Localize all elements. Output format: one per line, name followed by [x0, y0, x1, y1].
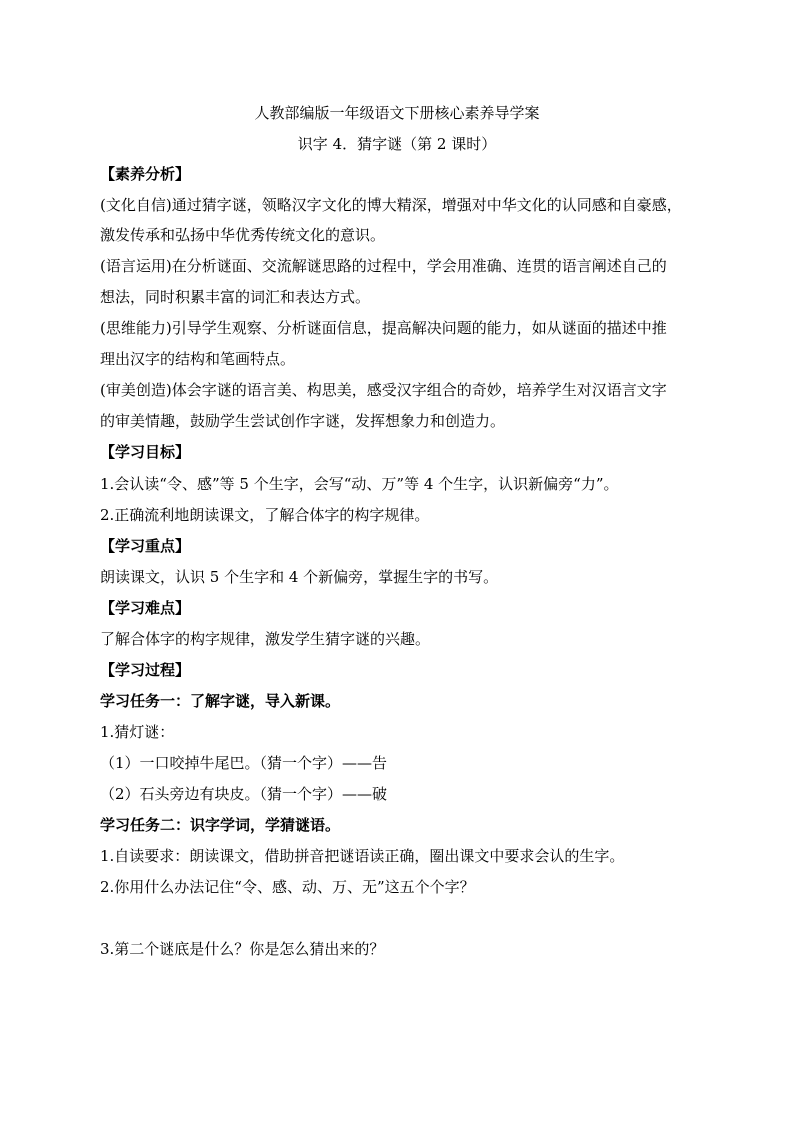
task-title: 学习任务二：识字学词，学猜谜语。	[100, 816, 341, 834]
paragraph-line: (文化自信)通过猜字谜，领略汉字文化的博大精深，增强对中华文化的认同感和自豪感，	[100, 196, 682, 214]
task-item: 1.自读要求：朗读课文，借助拼音把谜语读正确，圈出课文中要求会认的生字。	[100, 847, 625, 865]
riddle-item: （1）一口咬掉牛尾巴。（猜一个字）——告	[100, 754, 388, 772]
riddle-item: （2）石头旁边有块皮。（猜一个字）——破	[100, 785, 388, 803]
task-item: 3.第二个谜底是什么？你是怎么猜出来的？	[100, 940, 385, 958]
paragraph-line: (语言运用)在分析谜面、交流解谜思路的过程中，学会用准确、连贯的语言阐述自己的	[100, 257, 667, 275]
goal-item: 2.正确流利地朗读课文，了解合体字的构字规律。	[100, 506, 430, 524]
document-title: 人教部编版一年级语文下册核心素养导学案	[254, 104, 540, 122]
paragraph-line: (思维能力)引导学生观察、分析谜面信息，提高解决问题的能力，如从谜面的描述中推	[100, 319, 667, 337]
paragraph-line: 想法，同时积累丰富的词汇和表达方式。	[100, 288, 371, 306]
paragraph-line: 理出汉字的结构和笔画特点。	[100, 350, 296, 368]
key-points-text: 朗读课文，认识 5 个生字和 4 个新偏旁，掌握生字的书写。	[100, 568, 499, 586]
task-title: 学习任务一：了解字谜，导入新课。	[100, 692, 341, 710]
paragraph-line: 的审美情趣，鼓励学生尝试创作字谜，发挥想象力和创造力。	[100, 412, 506, 430]
paragraph-line: (审美创造)体会字谜的语言美、构思美，感受汉字组合的奇妙，培养学生对汉语言文字	[100, 381, 667, 399]
goal-item: 1.会认读“令、感”等 5 个生字，会写“动、万”等 4 个生字，认识新偏旁“力”。	[100, 475, 619, 493]
section-heading-difficulties: 【学习难点】	[100, 599, 191, 617]
section-heading-goals: 【学习目标】	[100, 443, 191, 461]
paragraph-line: 激发传承和弘扬中华优秀传统文化的意识。	[100, 226, 386, 244]
section-heading-key-points: 【学习重点】	[100, 537, 191, 555]
task-item: 1.猜灯谜：	[100, 723, 175, 741]
section-heading-literacy-analysis: 【素养分析】	[100, 165, 191, 183]
section-heading-process: 【学习过程】	[100, 661, 191, 679]
task-item: 2.你用什么办法记住“令、感、动、万、无”这五个个字？	[100, 878, 475, 896]
document-subtitle: 识字 4．猜字谜（第 2 课时）	[297, 135, 497, 153]
difficulties-text: 了解合体字的构字规律，激发学生猜字谜的兴趣。	[100, 630, 431, 648]
